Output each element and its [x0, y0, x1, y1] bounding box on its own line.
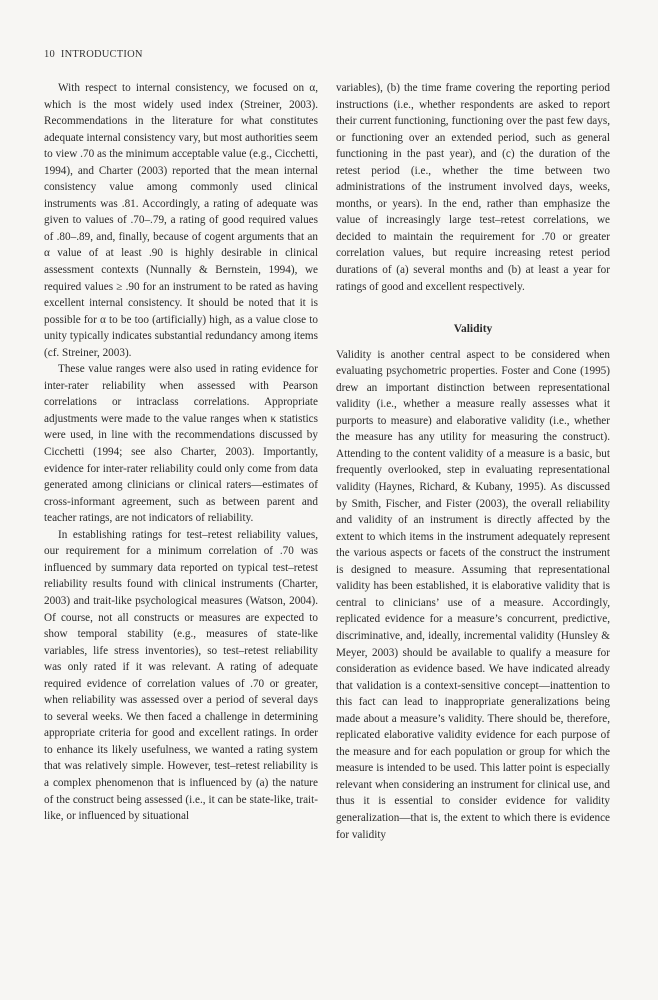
section-heading-validity: Validity	[453, 323, 493, 336]
paragraph-test-retest: In establishing ratings for test–retest reliability values, our requirement for a minimum correlation of .70 was influenced by summary data reported on typical test–retest reliability results found with clinical instruments (Charter, 2003) and trait-like psychological measures (Watson, 2004). Of course, not all constructs or measures are expected to show temporal stability (e.g., measures of state-like variables, life stress inventories), so test–retest reliability was only rated if it was relevant. A rating of adequate required evidence of correlation values of .70 or greater, when reliability was assessed over a period of several days to several weeks. We then faced a challenge in determining appropriate criteria for good and excellent ratings. In order to enhance its likely usefulness, we wanted a rating system that was relatively simple. However, test–retest reliability is a complex phenomenon that is influenced by (a) the nature of the construct being assessed (i.e., it can be state-like, trait-like, or influenced by situational	[44, 528, 318, 823]
left-column	[44, 80, 318, 825]
running-head	[44, 49, 143, 60]
paragraph-continuation: variables), (b) the time frame covering the reporting period instructions (i.e., whether respondents are asked to report their current functioning, functioning over the past few days, or functioning over an extended period, such as general functioning in the past year), and (c) the duration of the retest period (i.e., whether the time between two administrations of the instrument involved days, weeks, months, or years). In the end, rather than emphasize the value of increasingly large test–retest correlations, we decided to maintain the requirement for .70 or greater correlation values, but require increasing retest period durations of (a) several months and (b) at least a year for ratings of good and excellent respectively.	[336, 82, 610, 293]
right-column	[336, 80, 610, 843]
paragraph-internal-consistency: With respect to internal consistency, we focused on α, which is the most widely used index (Streiner, 2003). Recommendations in the literature for what constitutes adequate internal consistency vary, but most authorities seem to view .70 as the minimum acceptable value (e.g., Cicchetti, 1994), and Charter (2003) reported that the mean internal consistency value among commonly used clinical instruments was .81. Accordingly, a rating of adequate was given to values of .70–.79, a rating of good required values of .80–.89, and, finally, because of cogent arguments that an α value of at least .90 is highly desirable in clinical assessment contexts (Nunnally & Bernstein, 1994), we required values ≥ .90 for an instrument to be rated as having excellent internal consistency. It should be noted that it is possible for α to be too (artificially) high, as a value close to unity typically indicates substantial redundancy among items (cf. Streiner, 2003).	[44, 82, 318, 359]
paragraph-inter-rater: These value ranges were also used in rating evidence for inter-rater reliability when assessed with Pearson correlations or intraclass correlations. Appropriate adjustments were made to the value ranges when κ statistics were used, in line with the recommendations discussed by Cicchetti (1994; see also Charter, 2003). Importantly, evidence for inter-rater reliability could only come from data generated among clinicians or clinical raters—estimates of cross-informant agreement, such as between parent and teacher ratings, are not indicators of reliability.	[44, 363, 318, 525]
paragraph-validity: Validity is another central aspect to be considered when evaluating psychometric properties. Foster and Cone (1995) drew an important distinction between representational validity (i.e., whether a measure really assesses what it purports to measure) and elaborative validity (i.e., whether the measure has any utility for measuring the construct). Attending to the content validity of a measure is a basic, but frequently overlooked, step in evaluating representational validity (Haynes, Richard, & Kubany, 1995). As discussed by Smith, Fischer, and Fister (2003), the overall reliability and validity of an instrument is directly affected by the extent to which items in the instrument adequately represent the various aspects or facets of the construct the instrument is designed to measure. Assuming that representational validity has been established, it is elaborative validity that is central to clinicians’ use of a measure. Accordingly, replicated evidence for a measure’s concurrent, predictive, discriminative, and, ideally, incremental validity (Hunsley & Meyer, 2003) should be available to qualify a measure for consideration as evidence based. We have indicated already that validation is a context-sensitive concept—inattention to this fact can lead to inappropriate generalizations being made about a measure’s validity. There should be, therefore, replicated elaborative validity evidence for each purpose of the measure and for each population or group for which the measure is intended to be used. This latter point is especially relevant when considering an instrument for clinical use, and thus it is essential to consider evidence for validity generalization—that is, the extent to which there is evidence for validity	[336, 348, 610, 841]
chapter-title: INTRODUCTION	[60, 49, 143, 60]
page-number: 10	[44, 49, 55, 60]
